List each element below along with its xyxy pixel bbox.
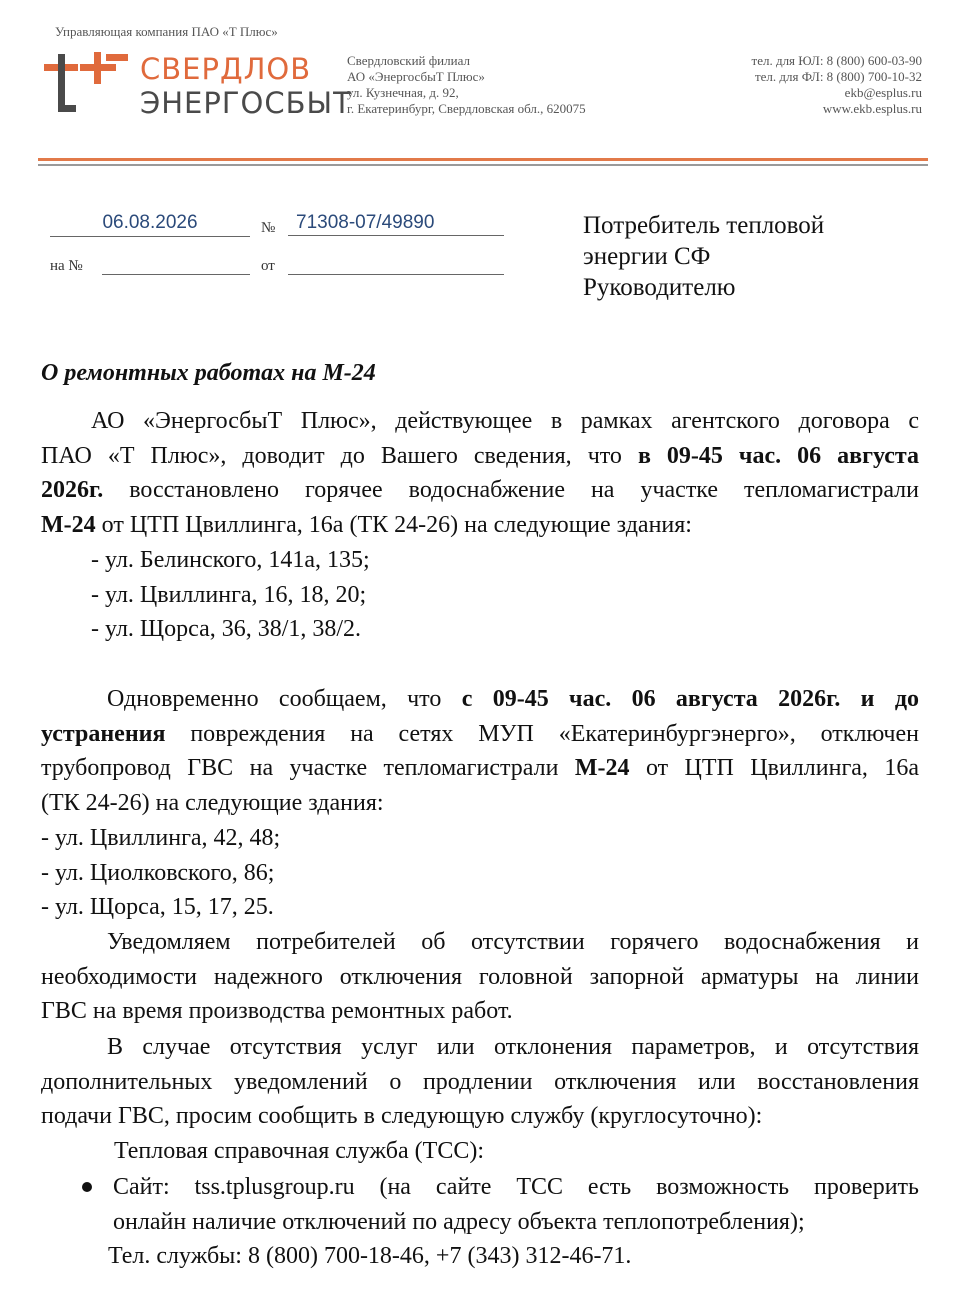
restore-year-bold: 2026г. — [41, 477, 104, 504]
paragraph-notice — [41, 925, 919, 1029]
building-item: - ул. Цвиллинга, 16, 18, 20; — [91, 581, 367, 608]
text-run: Одновременно сообщаем, что — [107, 686, 462, 712]
pipeline-bold: М-24 — [574, 755, 630, 782]
branch-line: АО «ЭнергосбыТ Плюс» — [347, 69, 485, 84]
brand-name-line2: ЭНЕРГОСБЫТ — [140, 86, 352, 120]
text-line — [41, 717, 919, 752]
reply-number-field — [102, 250, 250, 275]
text-line: В случае отсутствия услуг или отклонения параметров, и отсутствия — [107, 1034, 919, 1060]
text-line — [41, 751, 919, 786]
management-company: Управляющая компания ПАО «Т Плюс» — [55, 24, 278, 39]
building-item: - ул. Белинского, 141а, 135; — [91, 546, 370, 573]
text-run: от ЦТП Цвиллинга, 16а (ТК 24-26) на следующие здания: — [95, 512, 692, 539]
letter-number-field: 71308-07/49890 — [288, 212, 504, 236]
text-line — [41, 508, 919, 543]
building-item: - ул. Щорса, 36, 38/1, 38/2. — [91, 616, 362, 643]
text-run: повреждения на сетях МУП «Екатеринбургэнерго», отключен — [165, 720, 919, 747]
addressee-line: Потребитель тепловой — [583, 212, 825, 239]
paragraph-contact-service — [41, 1030, 919, 1169]
service-phones — [108, 1239, 908, 1274]
text-line: подачи ГВС, просим сообщить в следующую службу (круглосуточно): — [41, 1103, 763, 1130]
until-repair-bold: устранения — [41, 720, 166, 747]
phone-individual: тел. для ФЛ: 8 (800) 700-10-32 — [754, 69, 922, 84]
text-run: от ЦТП Цвиллинга, 16а — [629, 755, 920, 782]
website-link[interactable]: www.ekb.esplus.ru — [822, 101, 922, 116]
building-item: - ул. Щорса, 15, 17, 25. — [41, 894, 274, 921]
letter-date-field: 06.08.2026 — [50, 212, 250, 237]
website-text[interactable]: Сайт: tss.tplusgroup.ru (на сайте ТСС есть возможность проверить — [113, 1174, 919, 1200]
text-line: Уведомляем потребителей об отсутствии горячего водоснабжения и — [107, 929, 919, 955]
brand-name-line1: СВЕРДЛОВ — [140, 52, 312, 86]
letter-subject: О ремонтных работах на М-24 — [41, 360, 376, 386]
text-run: трубопровод ГВС на участке тепломагистрали — [41, 755, 575, 782]
header-rule-gray — [38, 164, 928, 166]
disconnect-time-bold: с 09-45 час. 06 августа 2026г. и до — [461, 686, 919, 712]
addressee-block — [583, 210, 824, 303]
addressee-line: Руководителю — [583, 274, 736, 301]
paragraph-disconnected — [41, 682, 919, 925]
text-line: АО «ЭнергосбыТ Плюс», действующее в рамках агентского договора с — [91, 408, 919, 434]
paragraph-restored — [41, 404, 919, 647]
addressee-line: энергии СФ — [583, 243, 711, 270]
service-name: Тепловая справочная служба (ТСС): — [114, 1138, 484, 1165]
contact-info — [752, 53, 922, 117]
branch-line: г. Екатеринбург, Свердловская обл., 620075 — [347, 101, 586, 116]
reply-number-label: на № — [50, 258, 83, 274]
text-line — [41, 682, 919, 717]
number-label: № — [261, 220, 276, 236]
branch-line: ул. Кузнечная, д. 92, — [347, 85, 459, 100]
header-rule-accent — [38, 158, 928, 161]
text-line: онлайн наличие отключений по адресу объекта теплопотребления); — [113, 1208, 805, 1235]
phone-legal: тел. для ЮЛ: 8 (800) 600-03-90 — [751, 53, 922, 68]
logo-mark-icon — [40, 50, 140, 120]
building-item: - ул. Циолковского, 86; — [41, 859, 275, 886]
text-line: дополнительных уведомлений о продлении отключения или восстановления — [41, 1068, 919, 1095]
from-date-field — [288, 250, 504, 275]
text-line: необходимости надежного отключения головной запорной арматуры на линии — [41, 963, 919, 990]
from-label: от — [261, 258, 275, 274]
text-line — [41, 439, 919, 474]
text-run: ПАО «Т Плюс», доводит до Вашего сведения, что — [41, 442, 638, 469]
bullet-icon — [82, 1182, 92, 1192]
text-line — [41, 473, 919, 508]
text-run: восстановлено горячее водоснабжение на участке тепломагистрали — [103, 477, 919, 504]
restore-time-bold: в 09-45 час. 06 августа — [637, 442, 920, 469]
email-link[interactable]: ekb@esplus.ru — [844, 85, 922, 100]
phone-numbers[interactable]: Тел. службы: 8 (800) 700-18-46, +7 (343) 312-46-71. — [108, 1243, 632, 1269]
branch-address — [347, 53, 586, 117]
text-line: (ТК 24-26) на следующие здания: — [41, 790, 384, 817]
branch-line: Свердловский филиал — [347, 53, 470, 68]
pipeline-bold: М-24 — [41, 512, 96, 539]
text-line: ГВС на время производства ремонтных работ. — [41, 998, 513, 1025]
service-website-bullet — [113, 1170, 919, 1239]
building-item: - ул. Цвиллинга, 42, 48; — [41, 824, 281, 851]
